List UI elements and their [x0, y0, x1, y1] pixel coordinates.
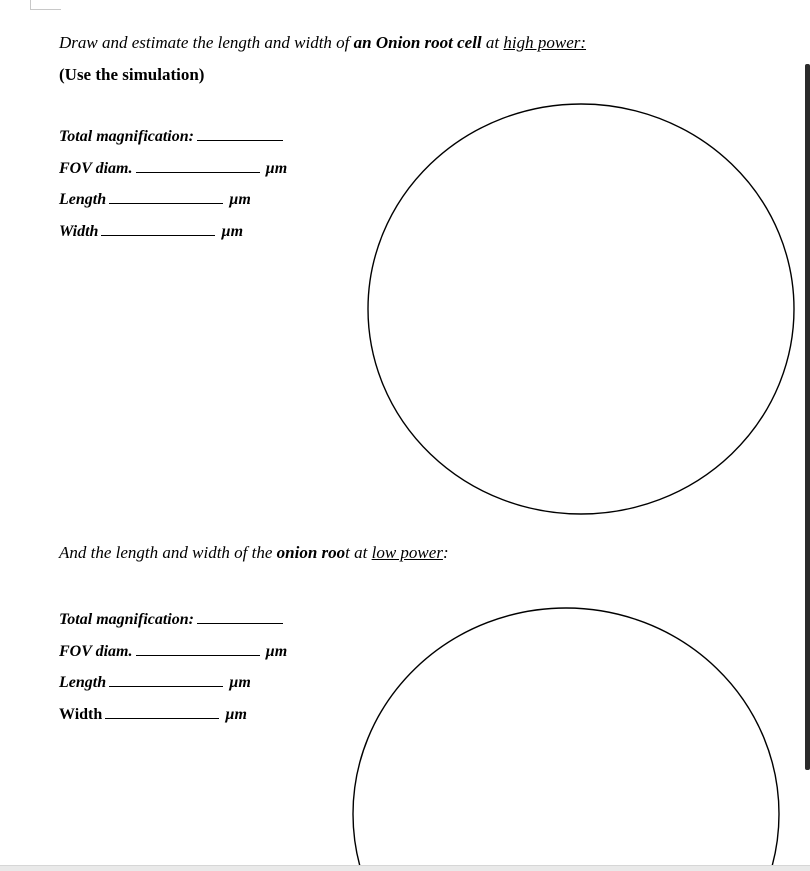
horizontal-scrollbar[interactable]	[0, 865, 810, 871]
low-power-drawing-circle[interactable]	[351, 606, 783, 866]
length-blank[interactable]	[109, 191, 223, 204]
low-power-prompt: And the length and width of the onion root at low power:	[59, 543, 449, 562]
total-magnification-blank[interactable]	[197, 128, 283, 141]
width-blank[interactable]	[105, 706, 219, 719]
low-length-field: Length µm	[59, 674, 251, 691]
fov-blank[interactable]	[136, 643, 260, 656]
high-width-field: Width µm	[59, 223, 244, 240]
total-magnification-blank[interactable]	[197, 611, 283, 624]
high-length-field: Length µm	[59, 191, 251, 208]
simulation-note: (Use the simulation)	[59, 65, 205, 84]
high-fov-field: FOV diam. µm	[59, 160, 288, 177]
high-power-drawing-circle[interactable]	[366, 102, 798, 518]
low-fov-field: FOV diam. µm	[59, 643, 288, 660]
high-total-magnification-field: Total magnification:	[59, 128, 289, 146]
high-power-prompt: Draw and estimate the length and width of an Onion root cell at high power:	[59, 33, 587, 52]
low-width-field: Width µm	[59, 706, 247, 723]
page-corner-mark	[30, 0, 61, 10]
width-blank[interactable]	[101, 223, 215, 236]
vertical-scrollbar[interactable]	[805, 64, 810, 770]
fov-blank[interactable]	[136, 160, 260, 173]
length-blank[interactable]	[109, 674, 223, 687]
low-total-magnification-field: Total magnification:	[59, 611, 289, 629]
